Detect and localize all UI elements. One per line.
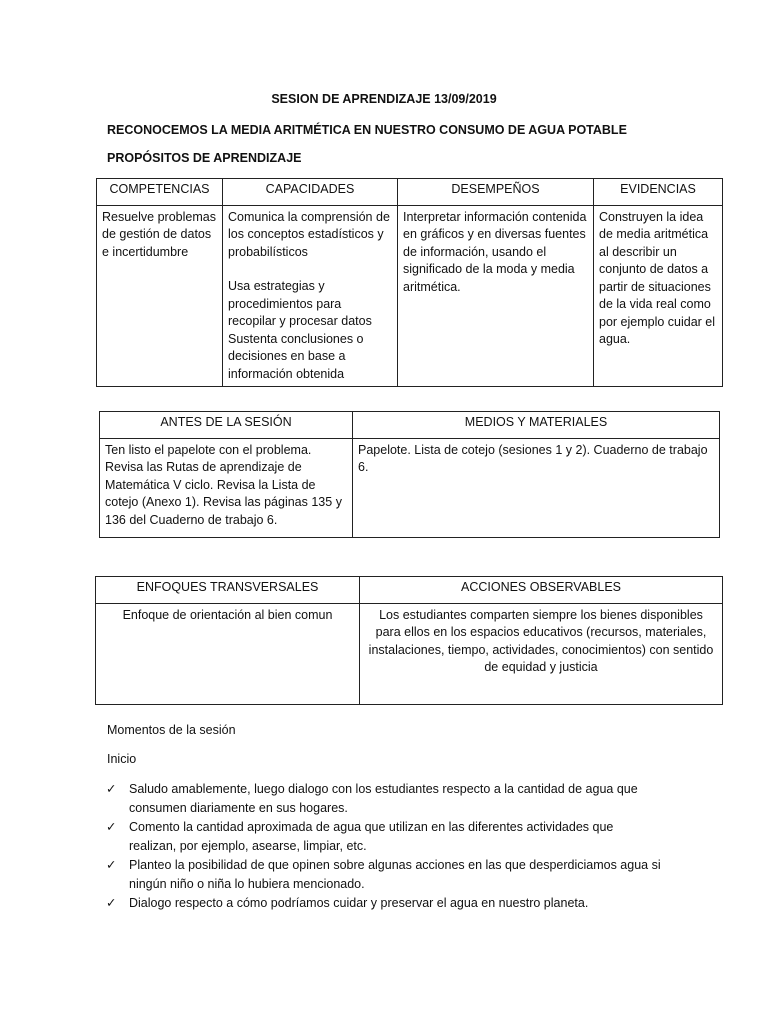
before-session-table bbox=[99, 411, 720, 538]
header-antes: ANTES DE LA SESIÓN bbox=[100, 412, 353, 439]
start-activities-list bbox=[104, 780, 664, 913]
table-header-row bbox=[100, 412, 720, 439]
moments-heading: Momentos de la sesión bbox=[107, 723, 236, 737]
header-desempenos: DESEMPEÑOS bbox=[398, 179, 594, 206]
cell-enfoque: Enfoque de orientación al bien comun bbox=[96, 603, 360, 704]
check-icon: ✓ bbox=[106, 820, 117, 834]
table-header-row bbox=[96, 577, 723, 604]
table-row bbox=[100, 438, 720, 537]
start-heading: Inicio bbox=[107, 752, 137, 766]
header-competencias: COMPETENCIAS bbox=[97, 179, 223, 206]
table-row bbox=[96, 603, 723, 704]
cell-capacidades bbox=[223, 205, 398, 387]
table-header-row bbox=[97, 179, 723, 206]
header-acciones: ACCIONES OBSERVABLES bbox=[360, 577, 723, 604]
list-item bbox=[104, 894, 664, 913]
list-item bbox=[104, 856, 664, 894]
list-item-text: Dialogo respecto a cómo podríamos cuidar y preservar el agua en nuestro planeta. bbox=[129, 896, 589, 910]
list-item bbox=[104, 780, 664, 818]
cell-desempenos: Interpretar información contenida en gráficos y en diversas fuentes de información, usando el significado de la moda y media aritmética. bbox=[398, 205, 594, 387]
list-item bbox=[104, 818, 664, 856]
document-title: SESION DE APRENDIZAJE 13/09/2019 bbox=[271, 92, 497, 106]
header-evidencias: EVIDENCIAS bbox=[594, 179, 723, 206]
check-icon: ✓ bbox=[106, 782, 117, 796]
list-item-text: Planteo la posibilidad de que opinen sobre algunas acciones en las que desperdiciamos agua si ningún niño o niña lo hubiera mencionado. bbox=[129, 858, 661, 891]
cell-acciones: Los estudiantes comparten siempre los bienes disponibles para ellos en los espacios educativos (recursos, materiales, instalaciones, tiempo, actividades, conocimientos) con sentido de equidad y justicia bbox=[360, 603, 723, 704]
transversal-approaches-table bbox=[95, 576, 723, 705]
list-item-text: Comento la cantidad aproximada de agua que utilizan en las diferentes actividades que realizan, por ejemplo, asearse, limpiar, etc. bbox=[129, 820, 614, 853]
list-item-text: Saludo amablemente, luego dialogo con los estudiantes respecto a la cantidad de agua que consumen diariamente en sus hogares. bbox=[129, 782, 638, 815]
table-row bbox=[97, 205, 723, 387]
capacidades-paragraph-1: Comunica la comprensión de los conceptos estadísticos y probabilísticos bbox=[228, 209, 390, 259]
capacidades-paragraph-2: Usa estrategias y procedimientos para recopilar y procesar datos Sustenta conclusiones o decisiones en base a información obtenida bbox=[228, 279, 372, 381]
competencies-table bbox=[96, 178, 723, 387]
header-capacidades: CAPACIDADES bbox=[223, 179, 398, 206]
cell-evidencias: Construyen la idea de media aritmética al describir un conjunto de datos a partir de situaciones de la vida real como por ejemplo cuidar el agua. bbox=[594, 205, 723, 387]
header-enfoques: ENFOQUES TRANSVERSALES bbox=[96, 577, 360, 604]
cell-antes: Ten listo el papelote con el problema. Revisa las Rutas de aprendizaje de Matemática V ciclo. Revisa la Lista de cotejo (Anexo 1). Revisa las páginas 135 y 136 del Cuaderno de trabajo 6. bbox=[100, 438, 353, 537]
check-icon: ✓ bbox=[106, 858, 117, 872]
header-medios: MEDIOS Y MATERIALES bbox=[353, 412, 720, 439]
session-subtitle: RECONOCEMOS LA MEDIA ARITMÉTICA EN NUESTRO CONSUMO DE AGUA POTABLE bbox=[107, 123, 627, 137]
cell-medios: Papelote. Lista de cotejo (sesiones 1 y 2). Cuaderno de trabajo 6. bbox=[353, 438, 720, 537]
check-icon: ✓ bbox=[106, 896, 117, 910]
purposes-heading: PROPÓSITOS DE APRENDIZAJE bbox=[107, 151, 302, 165]
cell-competencias: Resuelve problemas de gestión de datos e incertidumbre bbox=[97, 205, 223, 387]
